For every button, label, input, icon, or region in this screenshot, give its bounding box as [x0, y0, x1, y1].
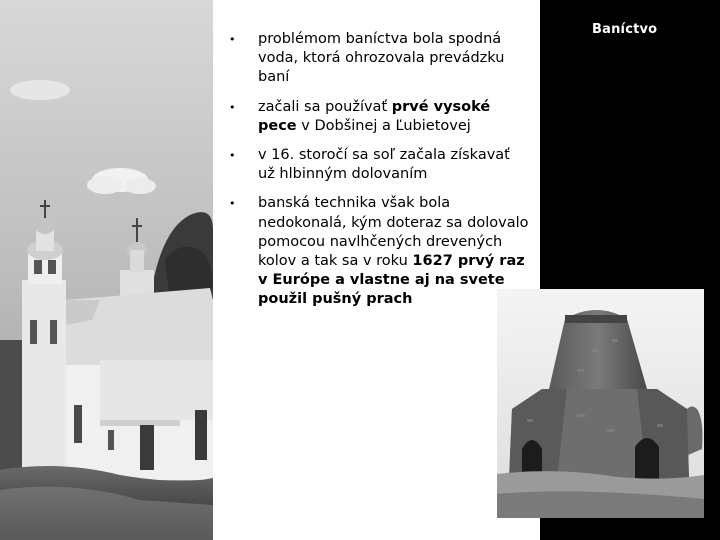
- bullet-dot: •: [229, 149, 236, 163]
- text-panel: [213, 0, 540, 540]
- bullet-item: [229, 194, 529, 309]
- bullet-text: začali sa používať prvé vysoké pece v Dobšinej a Ľubietovej: [258, 98, 491, 134]
- bullet-text: banská technika však bola nedokonalá, kým doteraz sa dolovalo pomocou navlhčených drevených kolov a tak sa v roku 1627 prvý raz v Európe a vlastne aj na svete použil pušný prach: [258, 195, 529, 308]
- bullet-item: [229, 146, 529, 184]
- bullet-text: v 16. storočí sa soľ začala získavať už hlbinným dolovaním: [258, 147, 510, 183]
- slide-title: Baníctvo: [592, 22, 658, 37]
- bullet-list: [229, 30, 529, 310]
- bullet-dot: •: [229, 100, 236, 114]
- bullet-dot: •: [229, 197, 236, 211]
- bullet-text: problémom baníctva bola spodná voda, ktorá ohrozovala prevádzku baní: [258, 31, 505, 86]
- blast-furnace-tower-photo: [497, 289, 704, 518]
- bullet-dot: •: [229, 33, 236, 46]
- church-photo: [0, 0, 213, 540]
- bullet-item: [229, 30, 529, 88]
- bullet-item: [229, 98, 529, 136]
